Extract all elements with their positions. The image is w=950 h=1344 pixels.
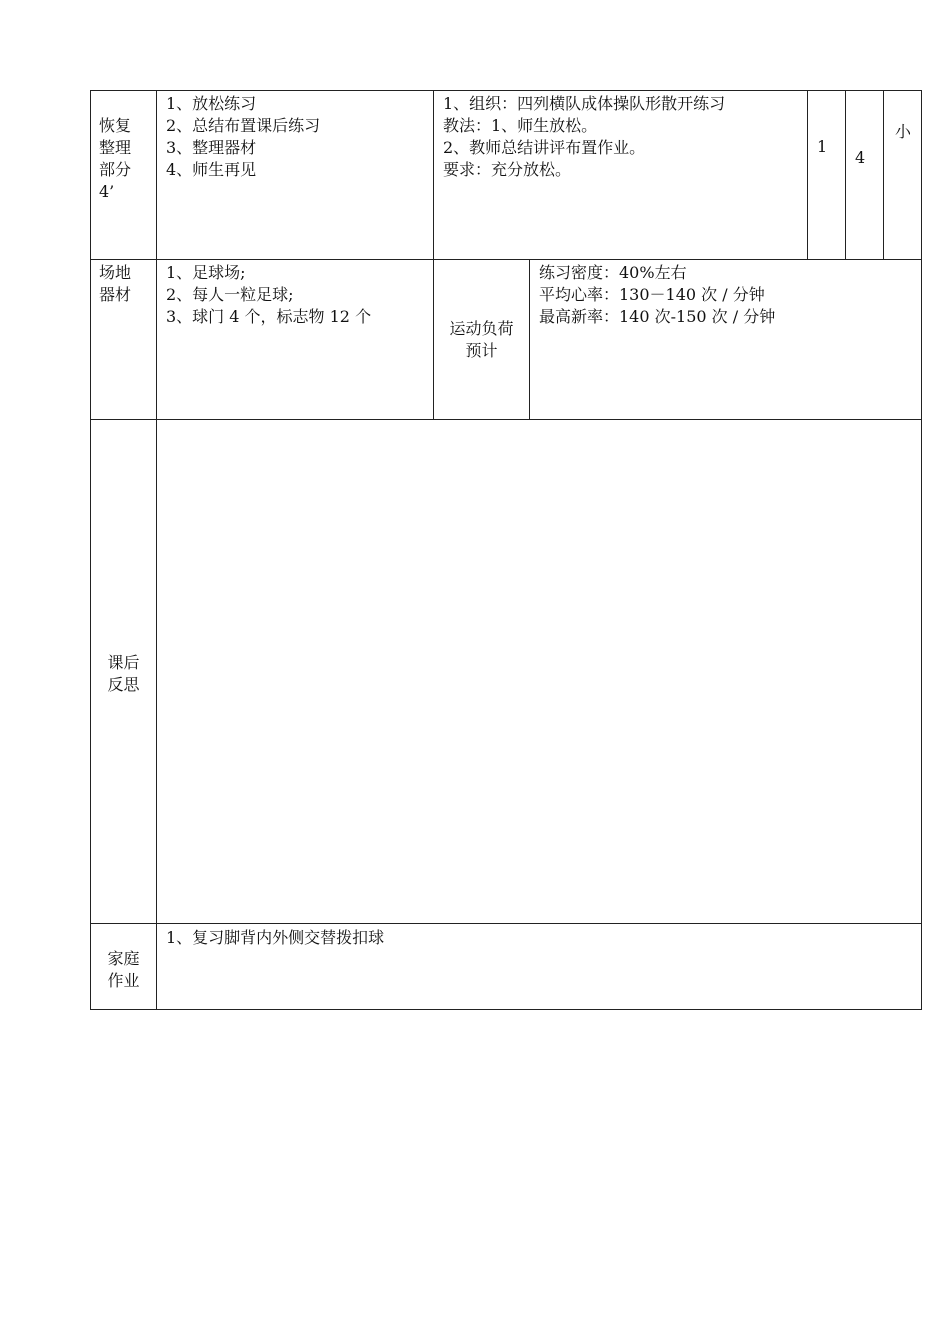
recovery-method xyxy=(433,90,808,260)
exercise-load-values xyxy=(529,259,922,420)
recovery-label-line-4: 4’ xyxy=(99,182,115,201)
recovery-method-line-3: 2、教师总结讲评布置作业。 xyxy=(443,138,646,157)
exercise-load-label-line-2: 预计 xyxy=(465,341,498,360)
recovery-method-line-4: 要求：充分放松。 xyxy=(443,160,572,179)
equipment-label-line-1: 场地 xyxy=(99,263,132,282)
recovery-intensity-value: 小 xyxy=(895,122,912,141)
recovery-label-line-3: 部分 xyxy=(99,160,132,179)
recovery-content-line-4: 4、师生再见 xyxy=(166,160,257,179)
equipment-item-3: 3、球门 4 个，标志物 12 个 xyxy=(166,307,372,326)
reflection-label-line-1: 课后 xyxy=(107,653,140,672)
reflection-content xyxy=(156,419,922,924)
average-heart-rate: 平均心率：130－140 次 / 分钟 xyxy=(539,285,765,304)
recovery-label-line-2: 整理 xyxy=(99,138,132,157)
recovery-method-line-1: 1、组织：四列横队成体操队形散开练习 xyxy=(443,94,726,113)
max-heart-rate: 最高新率：140 次-150 次 / 分钟 xyxy=(539,307,776,326)
homework-item-1: 1、复习脚背内外侧交替拨扣球 xyxy=(166,928,385,947)
equipment-label-line-2: 器材 xyxy=(99,285,132,304)
recovery-content-line-2: 2、总结布置课后练习 xyxy=(166,116,321,135)
recovery-times xyxy=(807,90,846,260)
exercise-load-label xyxy=(433,259,530,420)
recovery-content xyxy=(156,90,434,260)
recovery-content-line-3: 3、整理器材 xyxy=(166,138,257,157)
equipment-item-1: 1、足球场; xyxy=(166,263,246,282)
recovery-intensity xyxy=(883,90,922,260)
practice-density: 练习密度：40%左右 xyxy=(539,263,687,282)
homework-label xyxy=(90,923,157,1010)
homework-label-line-1: 家庭 xyxy=(107,949,140,968)
recovery-label-line-1: 恢复 xyxy=(99,116,132,135)
lesson-plan-table xyxy=(90,90,922,1010)
reflection-label xyxy=(90,419,157,924)
recovery-times-value: 1 xyxy=(817,137,828,156)
recovery-duration xyxy=(845,90,884,260)
homework-label-line-2: 作业 xyxy=(107,971,140,990)
equipment-items xyxy=(156,259,434,420)
recovery-content-line-1: 1、放松练习 xyxy=(166,94,257,113)
exercise-load-label-line-1: 运动负荷 xyxy=(449,319,514,338)
recovery-duration-value: 4 xyxy=(855,148,866,167)
reflection-label-line-2: 反思 xyxy=(107,675,140,694)
recovery-method-line-2: 教法：1、师生放松。 xyxy=(443,116,598,135)
equipment-item-2: 2、每人一粒足球; xyxy=(166,285,294,304)
homework-content xyxy=(156,923,922,1010)
recovery-section-label xyxy=(90,90,157,260)
equipment-label xyxy=(90,259,157,420)
